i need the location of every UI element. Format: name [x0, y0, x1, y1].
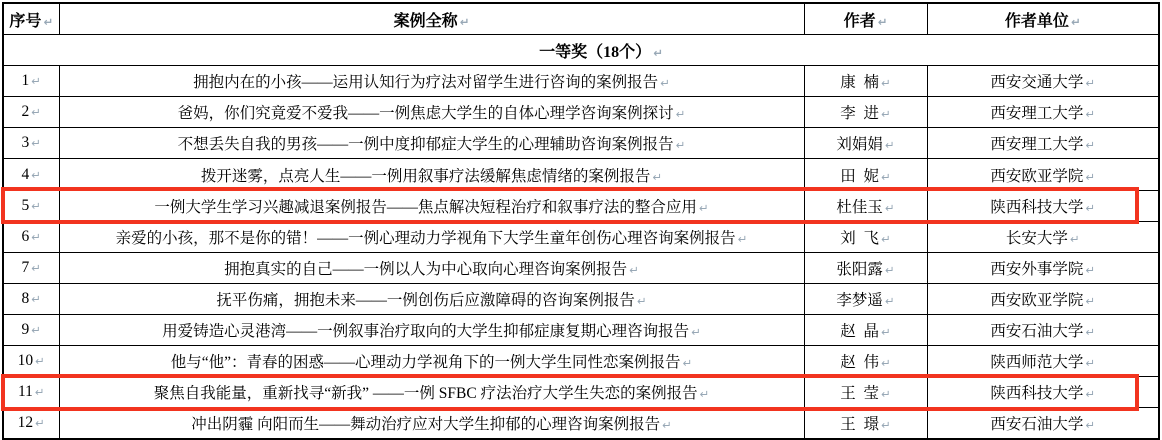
- paragraph-mark-icon: ↵: [31, 198, 41, 213]
- paragraph-mark-icon: ↵: [884, 293, 895, 308]
- paragraph-mark-icon: ↵: [699, 387, 710, 402]
- paragraph-mark-icon: ↵: [877, 14, 888, 29]
- case-title-cell: [59, 346, 804, 377]
- paragraph-mark-icon: ↵: [881, 76, 891, 91]
- row-index-cell-text: 4: [21, 165, 30, 183]
- paragraph-mark-icon: ↵: [31, 260, 41, 275]
- paragraph-mark-icon: ↵: [675, 107, 686, 122]
- paragraph-mark-icon: ↵: [881, 418, 891, 433]
- row-index-cell: [3, 377, 59, 408]
- paragraph-mark-icon: ↵: [31, 105, 41, 120]
- paragraph-mark-icon: ↵: [881, 231, 891, 246]
- org-cell-text: 陕西师范大学: [990, 354, 1084, 372]
- org-cell-text: 西安欧亚学院: [990, 291, 1084, 309]
- author-cell: [804, 66, 927, 97]
- author-cell: [804, 377, 927, 408]
- col-header-title: [59, 3, 804, 35]
- paragraph-mark-icon: ↵: [34, 385, 45, 400]
- org-cell-text: 西安理工大学: [990, 105, 1084, 123]
- case-title-cell: [59, 377, 804, 408]
- row-index-cell: [3, 66, 59, 97]
- paragraph-mark-icon: ↵: [884, 200, 895, 215]
- case-title-cell: [59, 314, 804, 345]
- author-cell: [804, 283, 927, 314]
- case-title-cell-text: 不想丢失自我的男孩——一例中度抑郁症大学生的心理辅助咨询案例报告: [177, 136, 674, 154]
- paragraph-mark-icon: ↵: [1085, 169, 1096, 184]
- awards-table: [2, 2, 1160, 440]
- col-header-org: [927, 3, 1159, 35]
- case-title-cell: [59, 283, 804, 314]
- paragraph-mark-icon: ↵: [43, 14, 54, 29]
- org-cell-text: 陕西科技大学: [990, 385, 1084, 403]
- paragraph-mark-icon: ↵: [1085, 200, 1096, 215]
- case-title-cell-text: 拥抱内在的小孩——运用认知行为疗法对留学生进行咨询的案例报告: [193, 74, 659, 92]
- case-title-cell-text: 一例大学生学习兴趣减退案例报告——焦点解决短程治疗和叙事疗法的整合应用: [154, 198, 697, 216]
- col-header-author: [804, 3, 927, 35]
- paragraph-mark-icon: ↵: [35, 416, 45, 431]
- case-title-cell: [59, 66, 804, 97]
- paragraph-mark-icon: ↵: [698, 200, 709, 215]
- table-header-row: [3, 3, 1159, 35]
- org-cell-text: 西安外事学院: [990, 260, 1084, 278]
- col-header-index: [3, 3, 59, 35]
- row-index-cell: [3, 97, 59, 128]
- paragraph-mark-icon: ↵: [1085, 356, 1096, 371]
- org-cell: [927, 190, 1159, 221]
- table-row: [3, 159, 1159, 190]
- org-cell: [927, 377, 1159, 408]
- author-cell: [804, 221, 927, 252]
- prize-section-cell: [3, 35, 1159, 66]
- table-row: [3, 314, 1159, 345]
- table-row: [3, 252, 1159, 283]
- row-index-cell-text: 1: [21, 72, 30, 90]
- paragraph-mark-icon: ↵: [1085, 387, 1096, 402]
- table-row: [3, 128, 1159, 159]
- case-title-cell: [59, 190, 804, 221]
- paragraph-mark-icon: ↵: [675, 138, 686, 153]
- row-index-cell: [3, 408, 59, 440]
- paragraph-mark-icon: ↵: [35, 354, 45, 369]
- org-cell-text: 西安石油大学: [990, 322, 1084, 340]
- row-index-cell: [3, 221, 59, 252]
- paragraph-mark-icon: ↵: [31, 136, 41, 151]
- paragraph-mark-icon: ↵: [1085, 107, 1096, 122]
- paragraph-mark-icon: ↵: [1085, 262, 1096, 277]
- org-cell: [927, 159, 1159, 190]
- paragraph-mark-icon: ↵: [459, 14, 470, 29]
- col-header-index-label: 序号: [9, 12, 42, 30]
- row-index-cell: [3, 346, 59, 377]
- author-cell: [804, 252, 927, 283]
- paragraph-mark-icon: ↵: [881, 107, 891, 122]
- author-cell-text: 刘 飞: [840, 229, 880, 247]
- case-title-cell-text: 拥抱真实的自己——一例以人为中心取向心理咨询案例报告: [224, 260, 628, 278]
- paragraph-mark-icon: ↵: [1085, 293, 1096, 308]
- org-cell-text: 西安欧亚学院: [990, 167, 1084, 185]
- row-index-cell: [3, 190, 59, 221]
- author-cell: [804, 159, 927, 190]
- org-cell-text: 西安交通大学: [990, 74, 1084, 92]
- author-cell: [804, 408, 927, 440]
- table-row: [3, 377, 1159, 408]
- case-title-cell: [59, 128, 804, 159]
- paragraph-mark-icon: ↵: [1070, 14, 1081, 29]
- paragraph-mark-icon: ↵: [31, 74, 41, 89]
- paragraph-mark-icon: ↵: [31, 322, 41, 337]
- paragraph-mark-icon: ↵: [881, 169, 891, 184]
- table-row: [3, 66, 1159, 97]
- author-cell-text: 赵 晶: [840, 322, 880, 340]
- row-index-cell-text: 6: [21, 227, 30, 245]
- prize-section-label: 一等奖（18个）: [539, 43, 652, 61]
- row-index-cell-text: 11: [17, 383, 33, 401]
- org-cell: [927, 66, 1159, 97]
- paragraph-mark-icon: ↵: [884, 138, 895, 153]
- org-cell: [927, 128, 1159, 159]
- table-row: [3, 221, 1159, 252]
- row-index-cell-text: 7: [21, 258, 30, 276]
- paragraph-mark-icon: ↵: [31, 167, 41, 182]
- author-cell: [804, 190, 927, 221]
- paragraph-mark-icon: ↵: [31, 291, 41, 306]
- table-row: [3, 190, 1159, 221]
- table-row: [3, 408, 1159, 440]
- org-cell: [927, 252, 1159, 283]
- paragraph-mark-icon: ↵: [881, 324, 891, 339]
- row-index-cell: [3, 252, 59, 283]
- paragraph-mark-icon: ↵: [629, 262, 639, 277]
- paragraph-mark-icon: ↵: [737, 231, 748, 246]
- author-cell: [804, 346, 927, 377]
- author-cell-text: 王 璟: [840, 416, 880, 434]
- row-index-cell: [3, 314, 59, 345]
- author-cell-text: 杜佳玉: [836, 198, 883, 216]
- org-cell: [927, 314, 1159, 345]
- org-cell: [927, 283, 1159, 314]
- case-title-cell-text: 他与“他”：青春的困惑——心理动力学视角下的一例大学生同性恋案例报告: [170, 354, 681, 372]
- paragraph-mark-icon: ↵: [881, 387, 891, 402]
- case-title-cell-text: 爸妈，你们究竟爱不爱我——一例焦虑大学生的自体心理学咨询案例探讨: [177, 105, 674, 123]
- row-index-cell-text: 12: [17, 414, 34, 432]
- case-title-cell: [59, 97, 804, 128]
- org-cell: [927, 346, 1159, 377]
- paragraph-mark-icon: ↵: [1069, 231, 1080, 246]
- org-cell-text: 陕西科技大学: [990, 198, 1084, 216]
- prize-section-row: [3, 35, 1159, 66]
- author-cell-text: 王 莹: [840, 385, 880, 403]
- case-title-cell-text: 冲出阴霾 向阳而生——舞动治疗应对大学生抑郁的心理咨询案例报告: [191, 416, 661, 434]
- paragraph-mark-icon: ↵: [653, 45, 663, 60]
- author-cell-text: 李 进: [840, 105, 880, 123]
- paragraph-mark-icon: ↵: [1085, 138, 1096, 153]
- paragraph-mark-icon: ↵: [1085, 324, 1096, 339]
- case-title-cell-text: 用爱铸造心灵港湾——一例叙事治疗取向的大学生抑郁症康复期心理咨询报告: [162, 322, 690, 340]
- row-index-cell-text: 8: [21, 289, 30, 307]
- row-index-cell-text: 3: [21, 134, 30, 152]
- paragraph-mark-icon: ↵: [1085, 76, 1096, 91]
- paragraph-mark-icon: ↵: [652, 169, 663, 184]
- author-cell-text: 康 楠: [840, 74, 880, 92]
- case-title-cell-text: 亲爱的小孩，那不是你的错！——一例心理动力学视角下大学生童年创伤心理咨询案例报告: [115, 229, 736, 247]
- row-index-cell-text: 10: [17, 352, 34, 370]
- org-cell: [927, 221, 1159, 252]
- table-row: [3, 346, 1159, 377]
- paragraph-mark-icon: ↵: [636, 293, 647, 308]
- paragraph-mark-icon: ↵: [31, 229, 41, 244]
- org-cell: [927, 408, 1159, 440]
- col-header-author-label: 作者: [843, 12, 876, 30]
- case-title-cell: [59, 221, 804, 252]
- row-index-cell-text: 5: [21, 196, 30, 214]
- paragraph-mark-icon: ↵: [881, 356, 891, 371]
- case-title-cell-text: 拨开迷雾，点亮人生——一例用叙事疗法缓解焦虑情绪的案例报告: [200, 167, 651, 185]
- case-title-cell-text: 抚平伤痛，拥抱未来——一例创伤后应激障碍的咨询案例报告: [216, 291, 635, 309]
- paragraph-mark-icon: ↵: [682, 356, 693, 371]
- paragraph-mark-icon: ↵: [662, 418, 672, 433]
- paragraph-mark-icon: ↵: [884, 262, 895, 277]
- paragraph-mark-icon: ↵: [1085, 418, 1096, 433]
- table-row: [3, 283, 1159, 314]
- org-cell-text: 西安石油大学: [990, 416, 1084, 434]
- org-cell-text: 长安大学: [1005, 229, 1068, 247]
- table-row: [3, 97, 1159, 128]
- row-index-cell: [3, 283, 59, 314]
- row-index-cell: [3, 128, 59, 159]
- author-cell-text: 李梦遥: [836, 291, 883, 309]
- org-cell: [927, 97, 1159, 128]
- org-cell-text: 西安理工大学: [990, 136, 1084, 154]
- paragraph-mark-icon: ↵: [691, 324, 701, 339]
- case-title-cell-text: 聚焦自我能量，重新找寻“新我” ——一例 SFBC 疗法治疗大学生失恋的案例报告: [153, 385, 698, 403]
- case-title-cell: [59, 159, 804, 190]
- author-cell-text: 田 妮: [840, 167, 880, 185]
- row-index-cell: [3, 159, 59, 190]
- case-title-cell: [59, 408, 804, 440]
- author-cell: [804, 97, 927, 128]
- author-cell-text: 张阳露: [836, 260, 883, 278]
- col-header-org-label: 作者单位: [1004, 12, 1069, 30]
- author-cell: [804, 314, 927, 345]
- case-title-cell: [59, 252, 804, 283]
- row-index-cell-text: 9: [21, 320, 30, 338]
- col-header-title-label: 案例全称: [393, 12, 458, 30]
- author-cell-text: 刘娟娟: [836, 136, 883, 154]
- author-cell: [804, 128, 927, 159]
- row-index-cell-text: 2: [21, 103, 30, 121]
- author-cell-text: 赵 伟: [840, 354, 880, 372]
- paragraph-mark-icon: ↵: [660, 76, 670, 91]
